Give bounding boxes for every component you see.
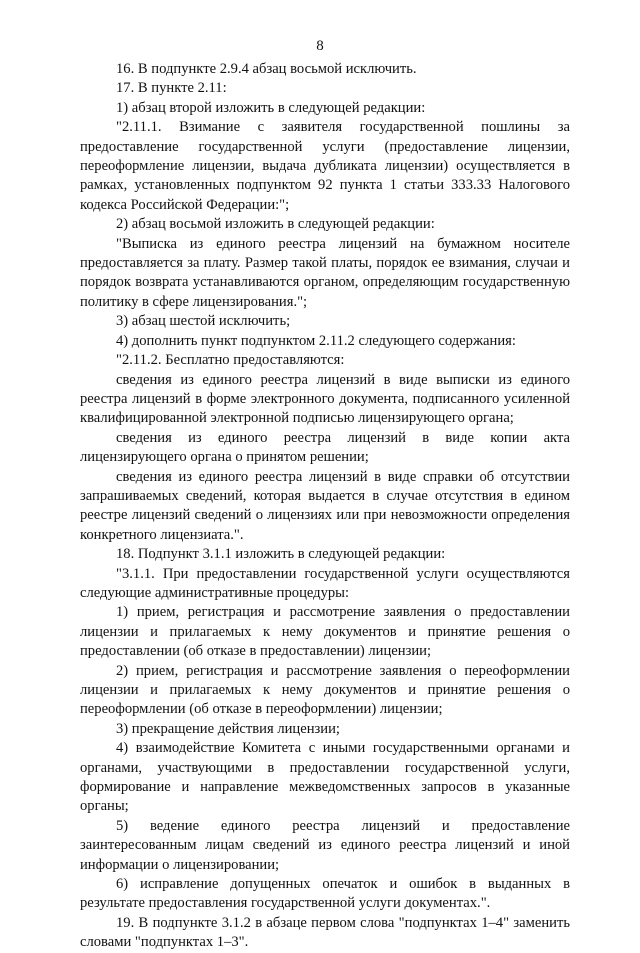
paragraph-12: сведения из единого реестра лицензий в виде справки об отсутствии запрашиваемых сведений, которая выдается в случае отсутствия в едином реестре лицензий сведений о лицензиях или при невозможности определения конкретного лицензиата.". (80, 468, 570, 543)
paragraph-10: сведения из единого реестра лицензий в виде выписки из единого реестра лицензий в форме электронного документа, подписанного усиленной квалифицированной электронной подписью лицензирующего органа; (80, 371, 570, 427)
paragraph-1: 16. В подпункте 2.9.4 абзац восьмой исключить. (116, 61, 417, 77)
paragraph-9: "2.11.2. Бесплатно предоставляются: (116, 352, 345, 369)
paragraph-5: 2) абзац восьмой изложить в следующей редакции: (116, 216, 435, 233)
paragraph-13: 18. Подпункт 3.1.1 изложить в следующей редакции: (116, 546, 446, 563)
paragraph-6: "Выписка из единого реестра лицензий на бумажном носителе предоставляется за плату. Размер такой платы, порядок ее взимания, случаи и порядок возврата устанавливаются органом, определяющим государственную политику в сфере лицензирования."; (80, 235, 570, 310)
paragraph-4: "2.11.1. Взимание с заявителя государственной пошлины за предоставление государственной услуги (предоставление лицензии, переоформление лицензии, выдача дубликата лицензии) осуществляется в рамках, установленных подпунктом 92 пункта 1 статьи 333.33 Налогового кодекса Российской Федерации:"; (80, 119, 570, 213)
paragraph-18: 4) взаимодействие Комитета с иными государственными органами и органами, участвующими в предоставлении государственной услуги, формирование и направление межведомственных запросов в указанные органы; (80, 740, 570, 815)
paragraph-19: 5) ведение единого реестра лицензий и предоставление заинтересованным лицам сведений из единого реестра лицензий и иной информации о лицензировании; (80, 817, 570, 873)
paragraph-17: 3) прекращение действия лицензии; (116, 720, 340, 737)
paragraph-20: 6) исправление допущенных опечаток и ошибок в выданных в результате предоставления государственной услуги документах.". (80, 876, 570, 912)
paragraph-16: 2) прием, регистрация и рассмотрение заявления о переоформлении лицензии и прилагаемых к нему документов и принятие решения о переоформлении (об отказе в переоформлении) лицензии; (80, 662, 570, 718)
paragraph-14: "3.1.1. При предоставлении государственной услуги осуществляются следующие административные процедуры: (80, 565, 570, 601)
paragraph-15: 1) прием, регистрация и рассмотрение заявления о предоставлении лицензии и прилагаемых к нему документов и принятие решения о предоставлении (об отказе в предоставлении) лицензии; (80, 604, 570, 660)
page-number: 8 (316, 38, 324, 54)
paragraph-11: сведения из единого реестра лицензий в виде копии акта лицензирующего органа о принятом решении; (80, 429, 570, 466)
document-body (80, 60, 570, 953)
paragraph-3: 1) абзац второй изложить в следующей редакции: (116, 99, 426, 116)
paragraph-21: 19. В подпункте 3.1.2 в абзаце первом слова "подпунктах 1–4" заменить словами "подпунктах 1–3". (80, 914, 570, 951)
paragraph-7: 3) абзац шестой исключить; (116, 313, 291, 330)
paragraph-8: 4) дополнить пункт подпунктом 2.11.2 следующего содержания: (116, 332, 516, 349)
paragraph-2: 17. В пункте 2.11: (116, 80, 227, 97)
